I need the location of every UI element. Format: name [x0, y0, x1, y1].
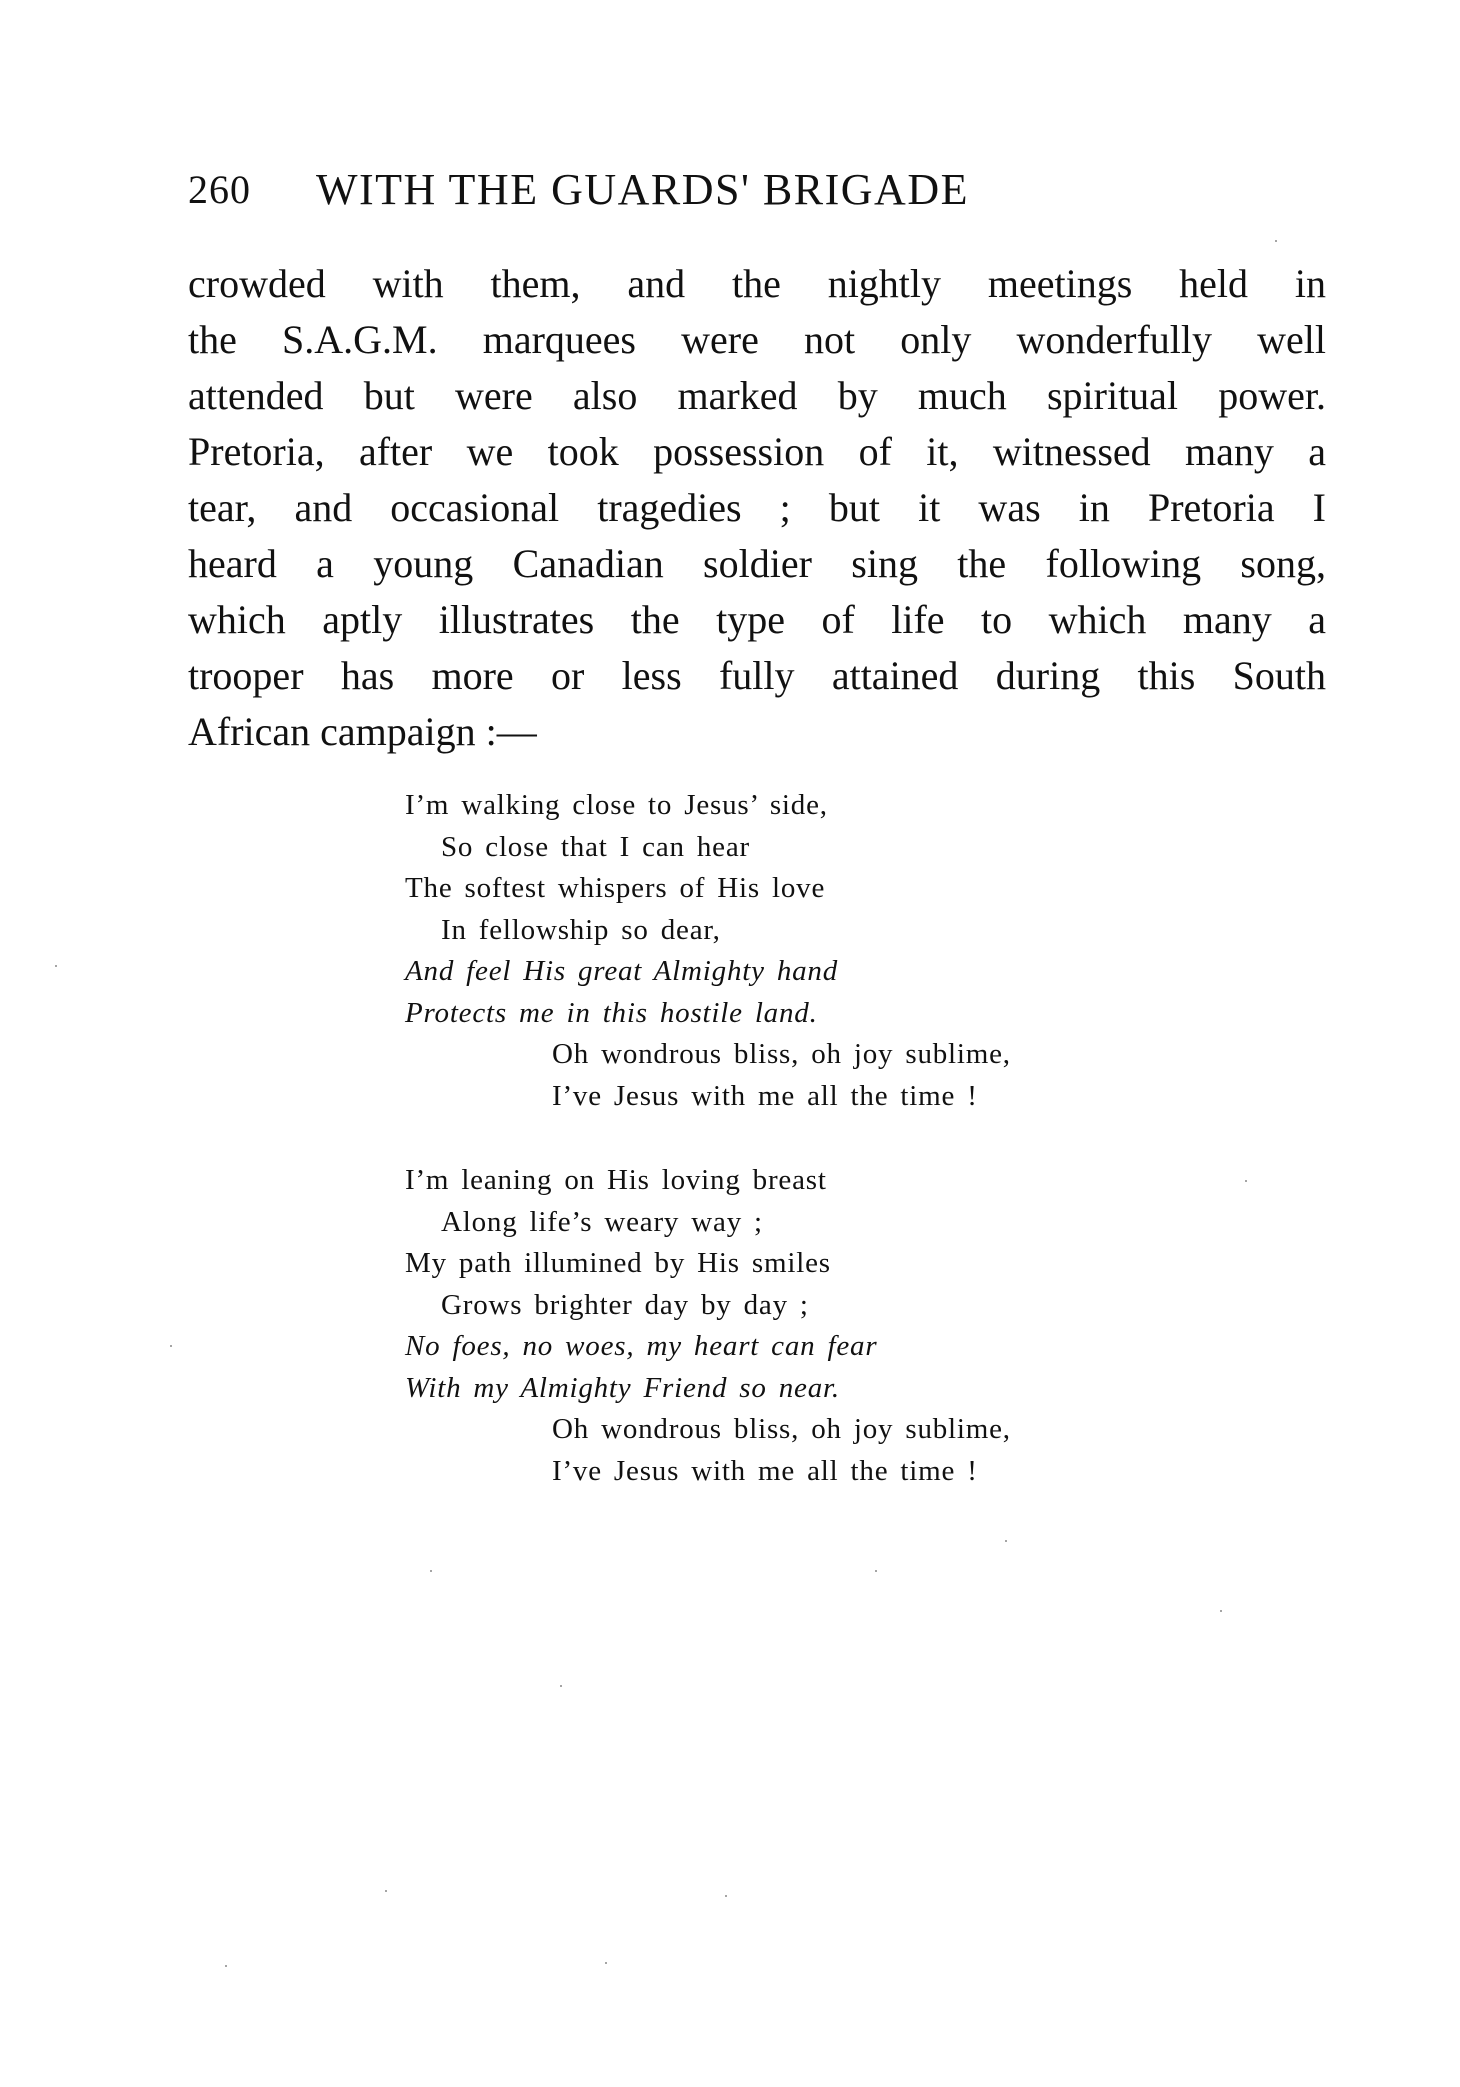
verse-line: Along life’s weary way ; — [441, 1205, 763, 1238]
song-stanza-1 — [405, 785, 1165, 1117]
page-number: 260 — [188, 167, 251, 212]
refrain-line: Oh wondrous bliss, oh joy sublime, — [552, 1038, 1011, 1070]
scan-speck — [430, 1570, 432, 1572]
prose-line: the S.A.G.M. marquees were not only wonderfully well — [188, 317, 1326, 362]
scan-speck — [225, 1965, 227, 1967]
prose-paragraph — [188, 256, 1326, 760]
verse-line: My path illumined by His smiles — [405, 1247, 831, 1279]
verse-line-italic: With my Almighty Friend so near. — [405, 1371, 840, 1404]
scan-speck — [605, 1962, 607, 1964]
prose-line: crowded with them, and the nightly meetings held in — [188, 261, 1326, 306]
running-head — [188, 160, 1188, 220]
scan-speck — [1245, 1180, 1247, 1182]
prose-line: African campaign :— — [188, 709, 537, 754]
scan-speck — [55, 965, 57, 967]
prose-line: tear, and occasional tragedies ; but it was in Pretoria I — [188, 485, 1326, 530]
scan-speck — [725, 1895, 727, 1897]
refrain-line: Oh wondrous bliss, oh joy sublime, — [552, 1413, 1011, 1445]
prose-line: which aptly illustrates the type of life to which many a — [188, 597, 1326, 642]
prose-line: heard a young Canadian soldier sing the following song, — [188, 541, 1326, 586]
verse-line-italic: And feel His great Almighty hand — [405, 955, 839, 987]
scan-speck — [1275, 240, 1277, 242]
verse-line: In fellowship so dear, — [441, 913, 721, 946]
scan-speck — [1220, 1610, 1222, 1612]
verse-line: I’m walking close to Jesus’ side, — [405, 789, 828, 821]
prose-line: attended but were also marked by much spiritual power. — [188, 373, 1326, 418]
scan-speck — [385, 1890, 387, 1892]
prose-line: trooper has more or less fully attained during this South — [188, 653, 1326, 698]
verse-line: I’m leaning on His loving breast — [405, 1164, 827, 1196]
prose-line: Pretoria, after we took possession of it, witnessed many a — [188, 429, 1326, 474]
song-stanza-2 — [405, 1160, 1165, 1492]
book-title: WITH THE GUARDS' BRIGADE — [316, 165, 969, 214]
verse-line-italic: No foes, no woes, my heart can fear — [405, 1330, 878, 1362]
refrain-line: I’ve Jesus with me all the time ! — [552, 1454, 978, 1487]
scan-speck — [1005, 1540, 1007, 1542]
verse-line-italic: Protects me in this hostile land. — [405, 996, 818, 1029]
verse-line: So close that I can hear — [441, 830, 750, 863]
scan-speck — [560, 1685, 562, 1687]
scan-speck — [170, 1345, 172, 1347]
verse-line: The softest whispers of His love — [405, 872, 826, 904]
refrain-line: I’ve Jesus with me all the time ! — [552, 1079, 978, 1112]
scan-speck — [875, 1570, 877, 1572]
verse-line: Grows brighter day by day ; — [441, 1288, 809, 1321]
